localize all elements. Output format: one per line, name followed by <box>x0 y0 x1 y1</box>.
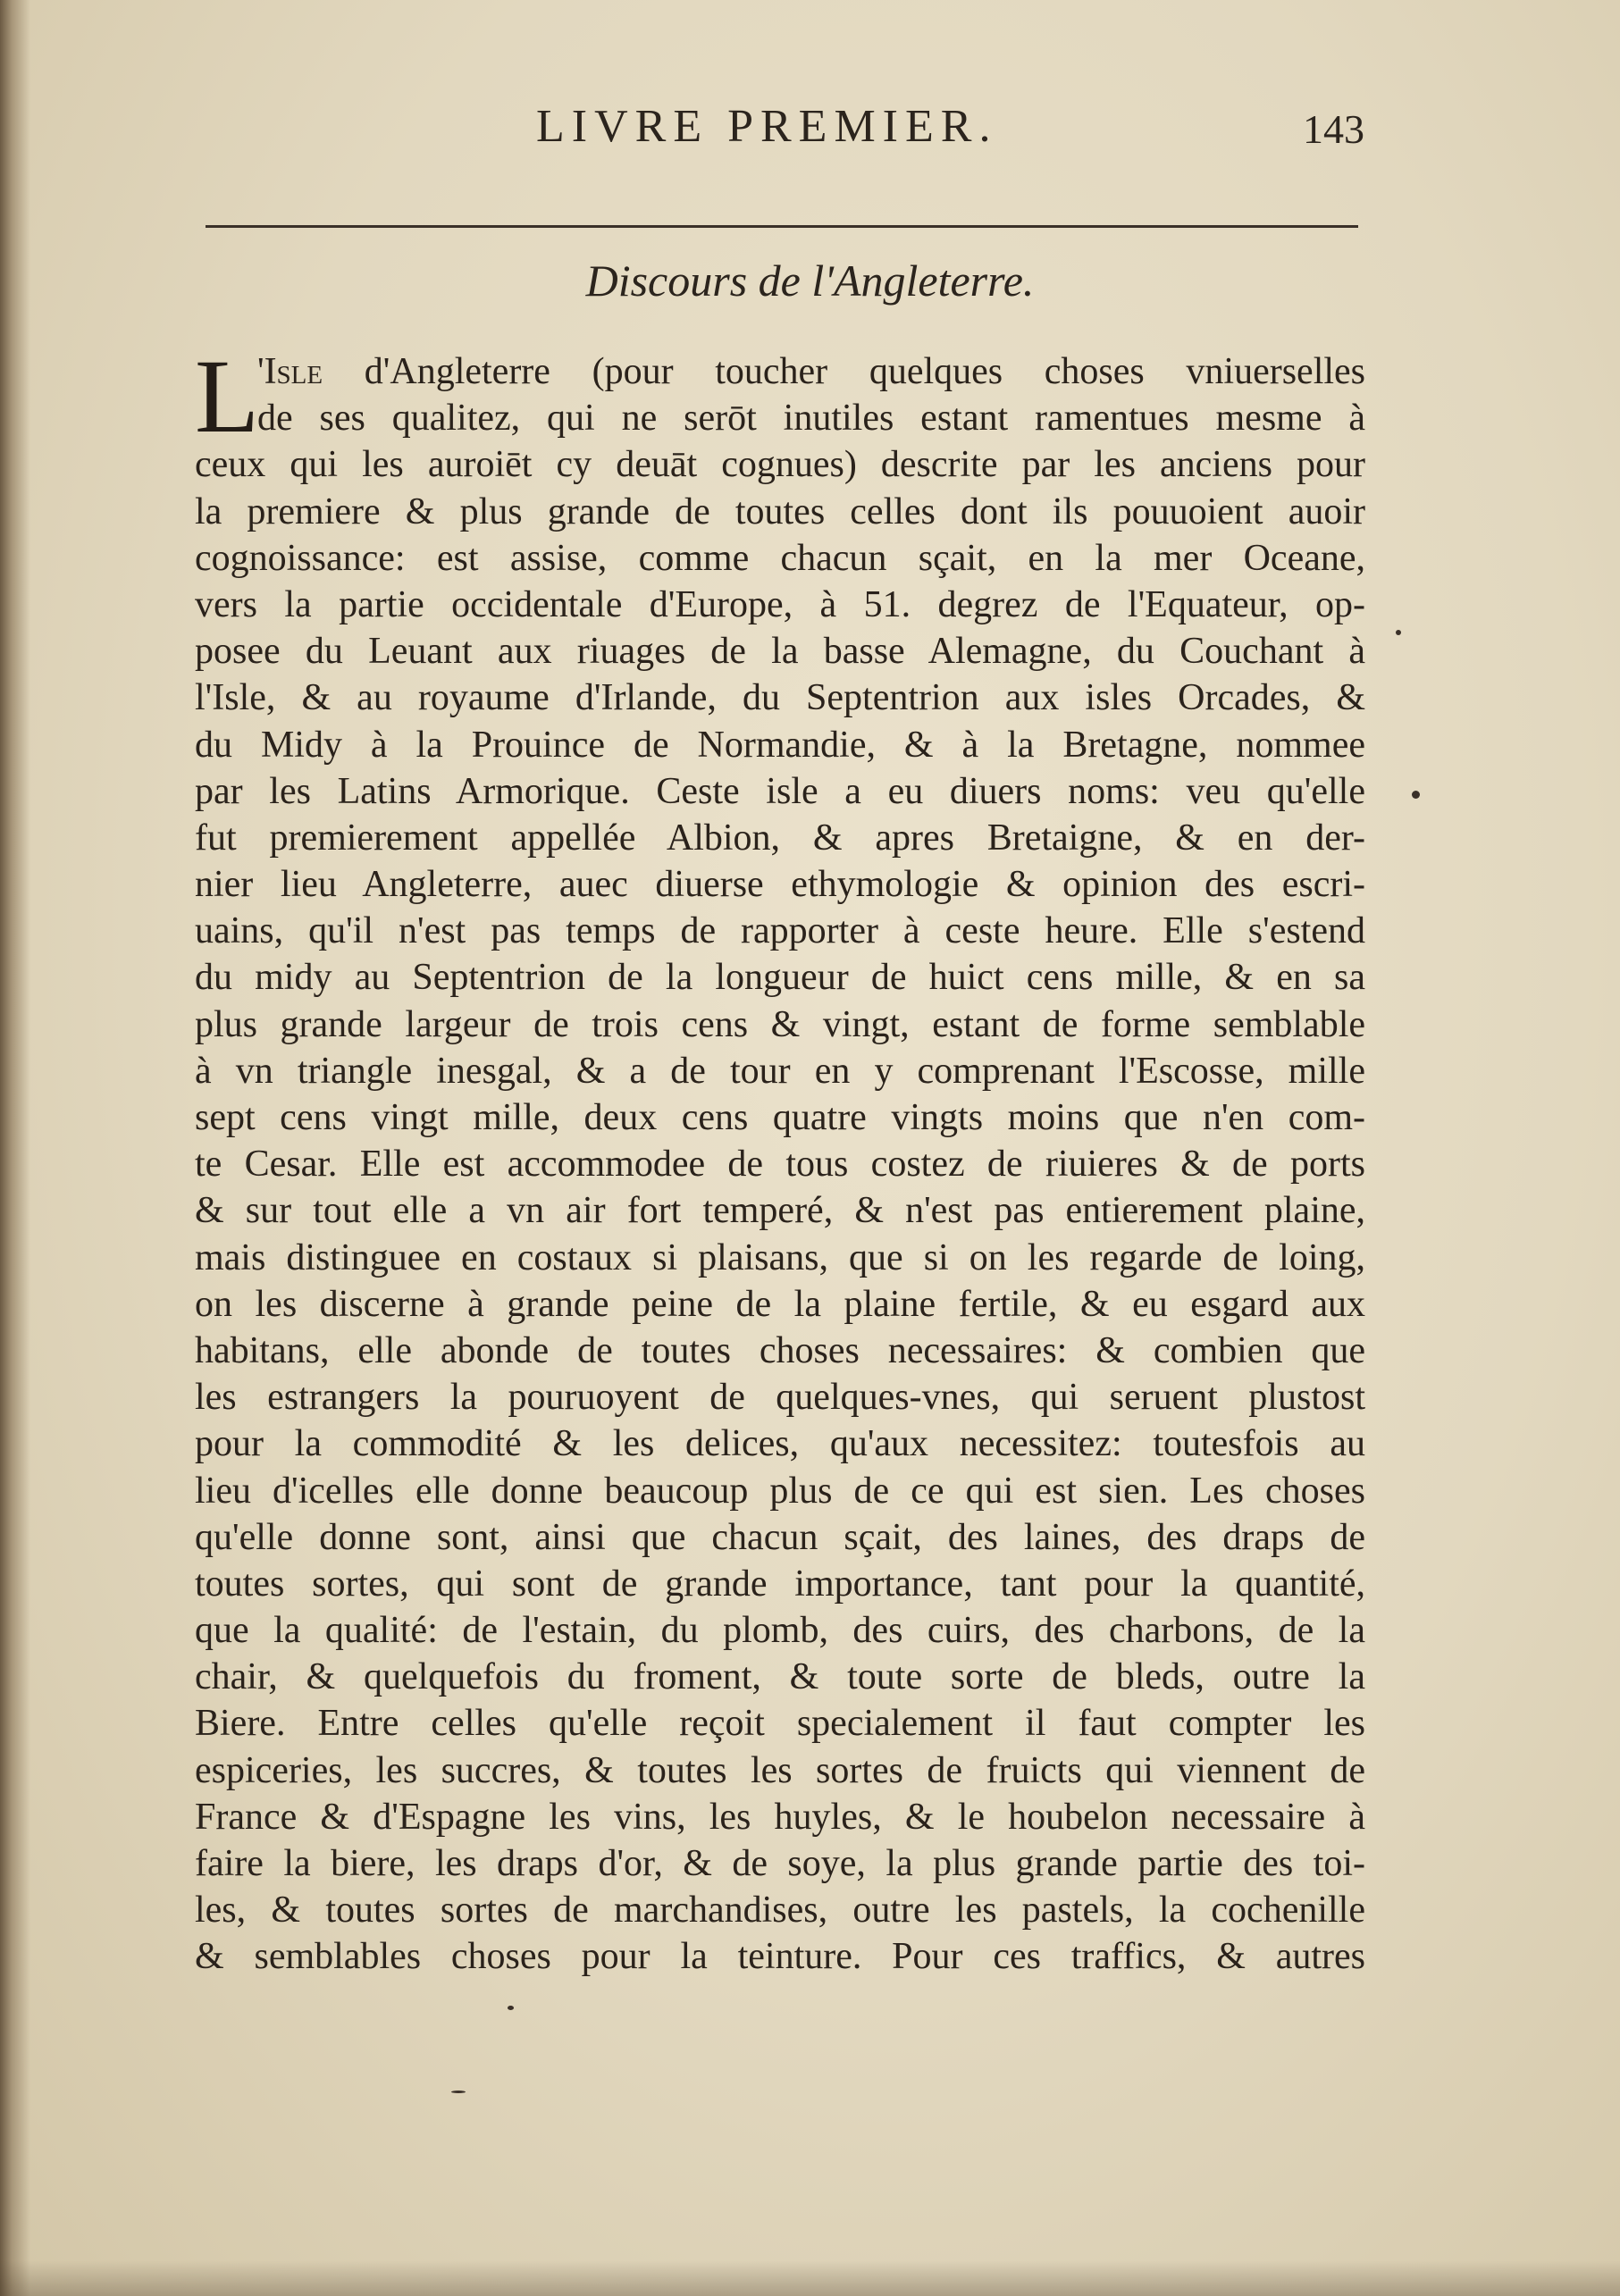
page-edge-shadow <box>0 2260 1620 2296</box>
text-line: faire la biere, les draps d'or, & de soye, la plus grande partie des toi- <box>195 1843 1365 1884</box>
ink-speck <box>1396 630 1401 635</box>
text-line: vers la partie occidentale d'Europe, à 51. degrez de l'Equateur, op- <box>195 583 1365 625</box>
text-line: à vn triangle inesgal, & a de tour en y comprenant l'Escosse, mille <box>195 1050 1365 1092</box>
section-title: Discours de l'Angleterre. <box>585 256 1035 306</box>
opening-lines <box>195 338 1366 455</box>
text-line: habitans, elle abonde de toutes choses necessaires: & combien que <box>195 1329 1365 1371</box>
text-line: Biere. Entre celles qu'elle reçoit specialement il faut compter les <box>195 1703 1365 1745</box>
text-line: pour la commodité & les delices, qu'aux necessitez: toutesfois au <box>195 1423 1365 1465</box>
page-number: 143 <box>1303 106 1364 152</box>
text-line: France & d'Espagne les vins, les huyles, & le houbelon necessaire à <box>195 1796 1365 1838</box>
text-line: & semblables choses pour la teinture. Pour ces traffics, & autres <box>195 1936 1365 1978</box>
text-line: mais distinguee en costaux si plaisans, que si on les regarde de loing, <box>195 1236 1365 1278</box>
text-line: on les discerne à grande peine de la plaine fertile, & eu esgard aux <box>195 1283 1365 1325</box>
body-text <box>195 338 1366 1981</box>
opening-word: 'Isle <box>257 351 323 392</box>
drop-cap: L <box>195 338 260 455</box>
text-line: plus grande largeur de trois cens & vingt, estant de forme semblable <box>195 1003 1365 1045</box>
ink-speck <box>508 2006 514 2010</box>
ink-speck <box>1412 791 1420 799</box>
text-line: fut premierement appellée Albion, & apres Bretaigne, & en der- <box>195 817 1365 859</box>
text-line: cognoissance: est assise, comme chacun sçait, en la mer Oceane, <box>195 537 1365 579</box>
binding-shadow <box>0 0 30 2296</box>
text-line: & sur tout elle a vn air fort temperé, & n'est pas entierement plaine, <box>195 1190 1365 1232</box>
text-line: que la qualité: de l'estain, du plomb, des cuirs, des charbons, de la <box>195 1610 1365 1652</box>
text-line: les estrangers la pouruoyent de quelques-vnes, qui seruent plustost <box>195 1377 1365 1419</box>
text-line: nier lieu Angleterre, auec diuerse ethymologie & opinion des escri- <box>195 864 1365 906</box>
header-rule <box>206 225 1358 228</box>
text-line: les, & toutes sortes de marchandises, outre les pastels, la cochenille <box>195 1890 1365 1931</box>
ink-speck <box>451 2091 466 2093</box>
text-line: du Midy à la Prouince de Normandie, & à la Bretagne, nommee <box>195 724 1365 766</box>
text-line: qu'elle donne sont, ainsi que chacun sçait, des laines, des draps de <box>195 1516 1365 1558</box>
text-line <box>195 348 1365 395</box>
text-line: de ses qualitez, qui ne serōt inutiles estant ramentues mesme à <box>257 398 1365 440</box>
text-line: du midy au Septentrion de la longueur de huict cens mille, & en sa <box>195 957 1365 999</box>
text-line: par les Latins Armorique. Ceste isle a eu diuers noms: veu qu'elle <box>195 770 1365 812</box>
text-line: uains, qu'il n'est pas temps de rapporter à ceste heure. Elle s'estend <box>195 910 1365 952</box>
text-line: posee du Leuant aux riuages de la basse Alemagne, du Couchant à <box>195 631 1365 673</box>
text-line-content: d'Angleterre (pour toucher quelques choses vniuerselles <box>364 351 1366 392</box>
text-line: lieu d'icelles elle donne beaucoup plus de ce qui est sien. Les choses <box>195 1470 1365 1512</box>
text-line: chair, & quelquefois du froment, & toute sorte de bleds, outre la <box>195 1656 1365 1698</box>
text-line: toutes sortes, qui sont de grande importance, tant pour la quantité, <box>195 1563 1365 1605</box>
text-line: ceux qui les auroiēt cy deuāt cognues) descrite par les anciens pour <box>195 444 1365 486</box>
text-line: la premiere & plus grande de toutes celles dont ils pouuoient auoir <box>195 490 1365 532</box>
text-line: te Cesar. Elle est accommodee de tous costez de riuieres & de ports <box>195 1144 1365 1186</box>
text-line: sept cens vingt mille, deux cens quatre vingts moins que n'en com- <box>195 1097 1365 1138</box>
running-head: LIVRE PREMIER. <box>536 101 998 152</box>
text-line: espiceries, les succres, & toutes les sortes de fruicts qui viennent de <box>195 1749 1365 1791</box>
text-line: l'Isle, & au royaume d'Irlande, du Septentrion aux isles Orcades, & <box>195 677 1365 719</box>
